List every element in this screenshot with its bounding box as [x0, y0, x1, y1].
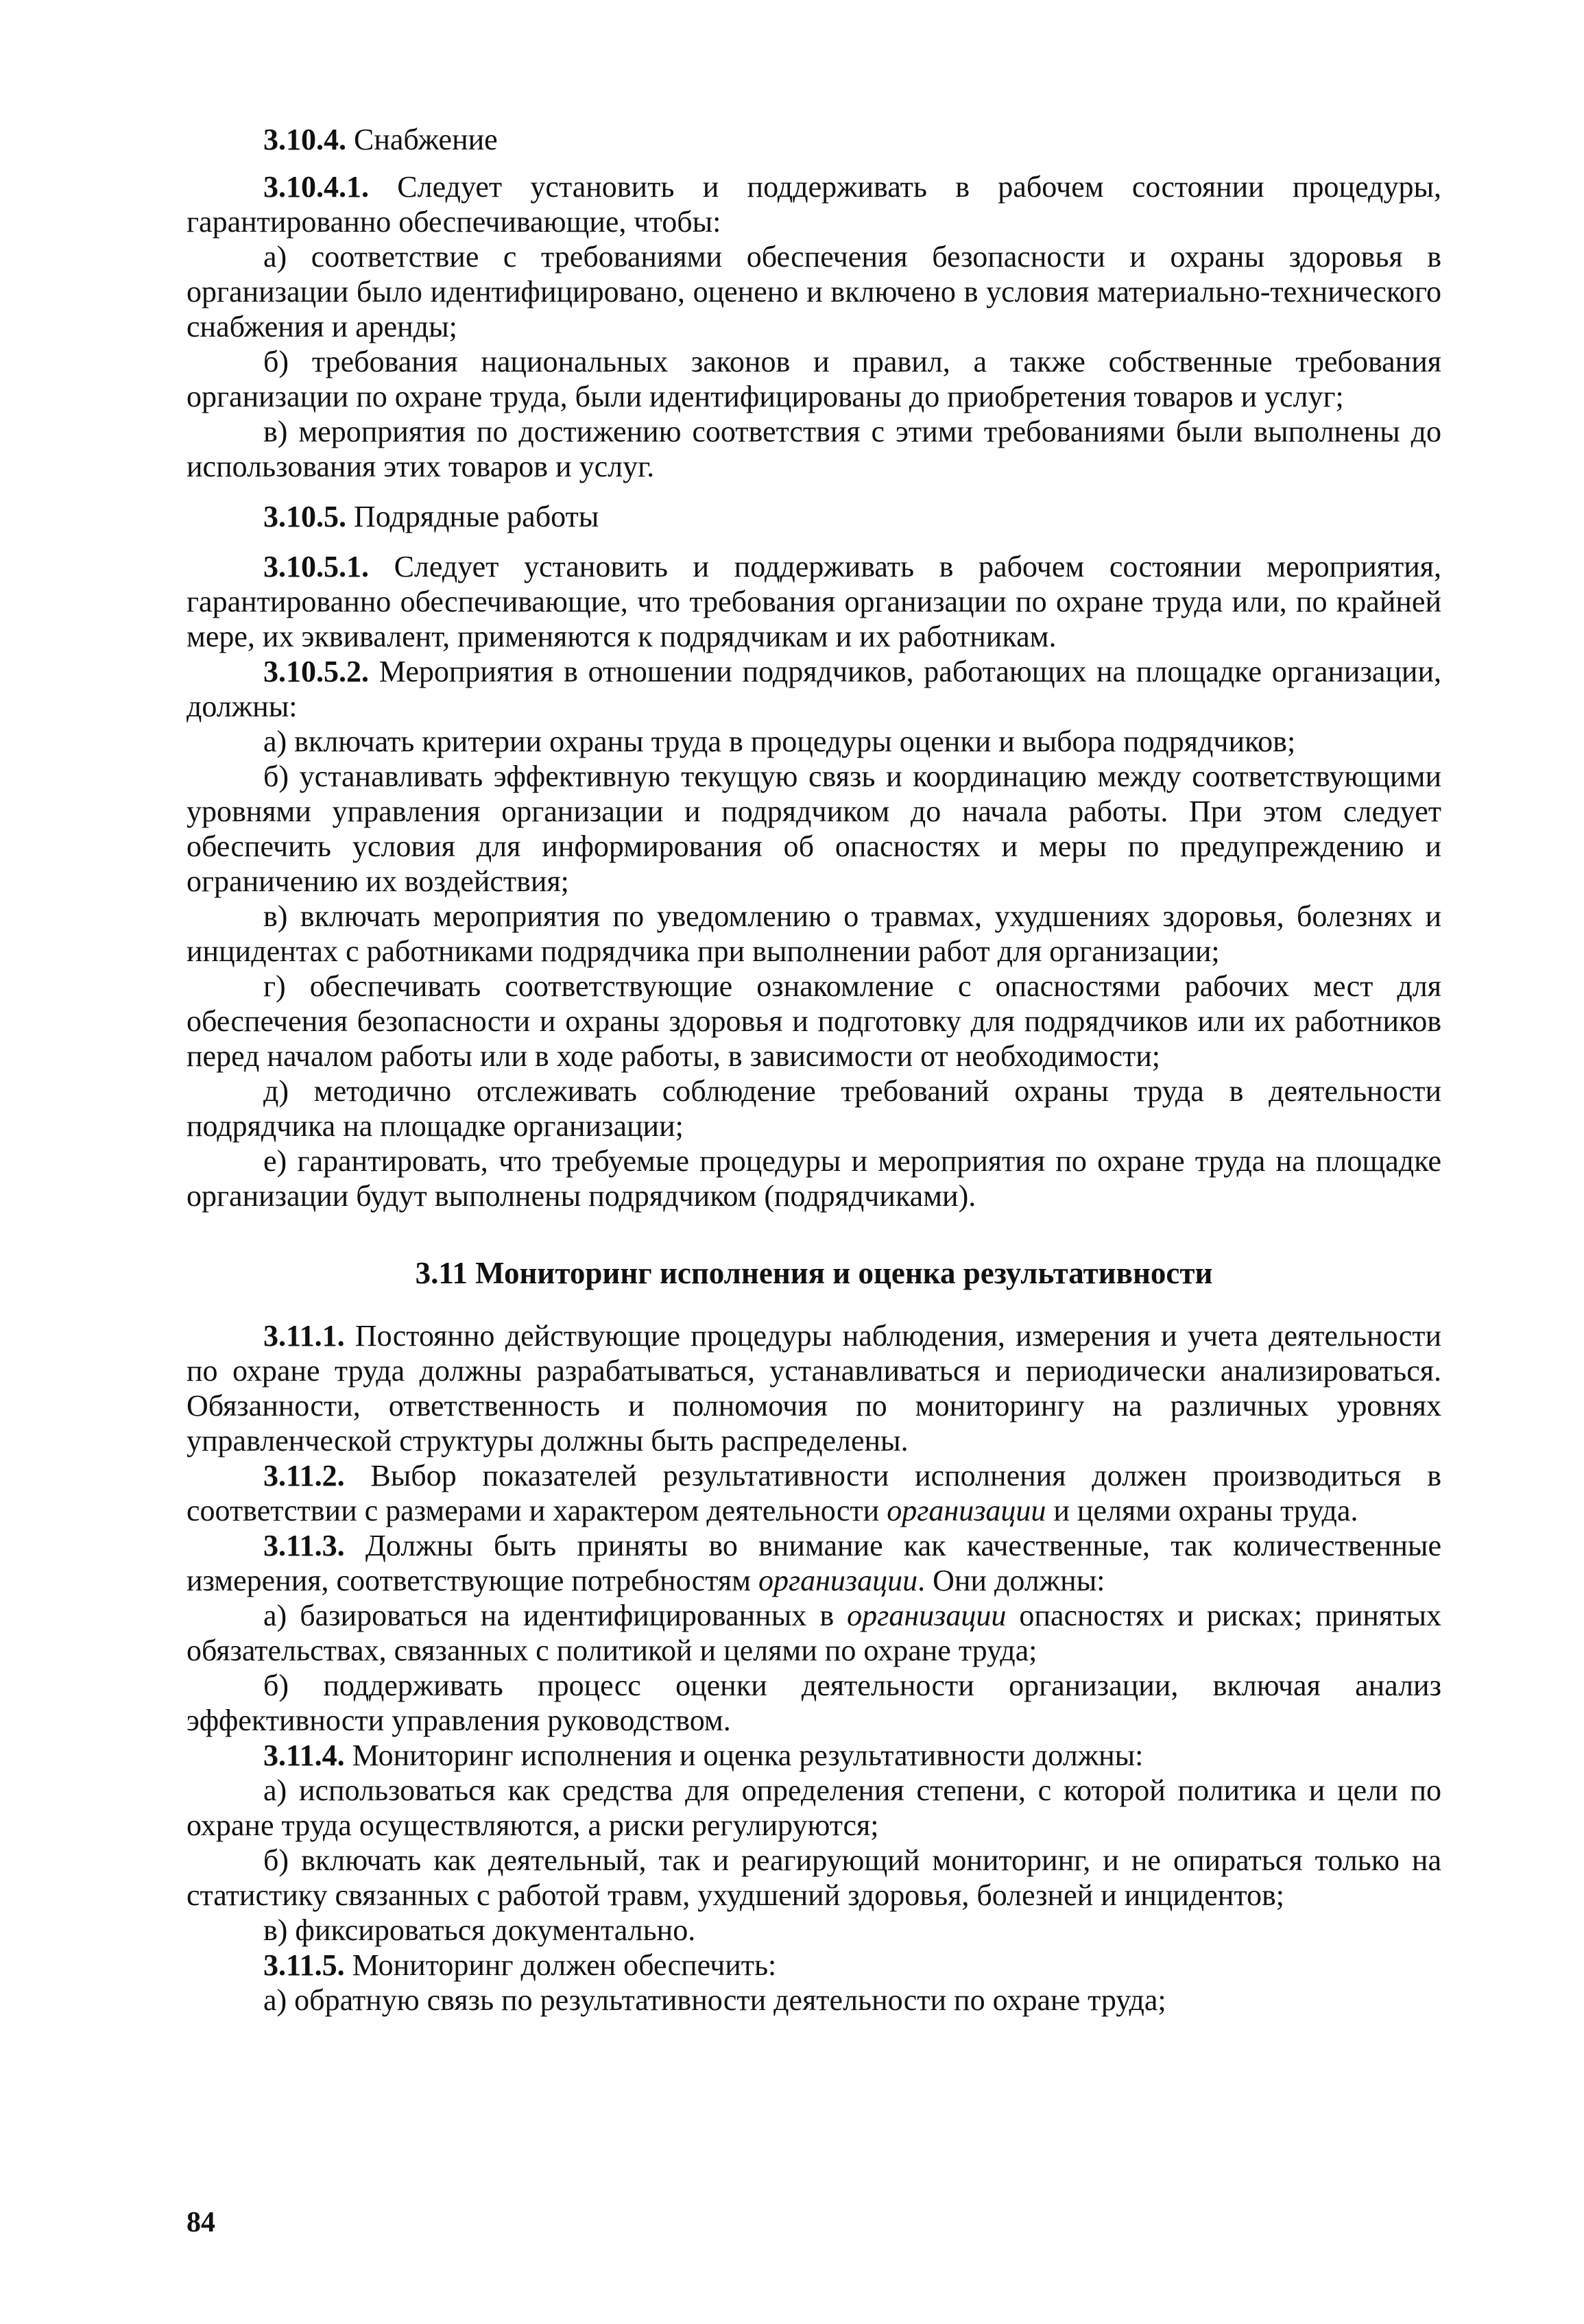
- list-item: [187, 1598, 1441, 1668]
- paragraph-3-11-3: [187, 1528, 1441, 1598]
- paragraph-number: 3.11.2.: [263, 1459, 345, 1492]
- paragraph-3-10-5-1: [187, 549, 1441, 654]
- document-page: [187, 122, 1441, 2018]
- list-item-text: а) базироваться на идентифицированных в: [263, 1599, 835, 1632]
- section-title: Снабжение: [354, 123, 498, 156]
- italic-term: организации: [887, 1494, 1046, 1527]
- paragraph-3-10-4-1: [187, 169, 1441, 239]
- paragraph-text: Мониторинг должен обеспечить:: [352, 1948, 777, 1982]
- paragraph-number: 3.10.4.1.: [263, 170, 369, 204]
- section-number: 3.10.4.: [263, 123, 346, 156]
- paragraph-3-11-5: [187, 1948, 1441, 1983]
- section-3-10-4-heading: [187, 122, 1441, 157]
- paragraph-text: Следует установить и поддерживать в рабочем состоянии мероприятия, гарантированно обеспечивающие, что требования организации по охране труда или, по крайней мере, их эквивалент, применяются к подрядчикам и их работникам.: [187, 550, 1441, 653]
- list-item: б) требования национальных законов и правил, а также собственные требования организации по охране труда, были идентифицированы до приобретения товаров и услуг;: [187, 345, 1441, 413]
- list-item: в) фиксироваться документально.: [263, 1913, 696, 1947]
- paragraph-number: 3.10.5.2.: [263, 655, 369, 688]
- paragraph-3-11-4: [187, 1738, 1441, 1773]
- paragraph-number: 3.11.5.: [263, 1948, 345, 1982]
- paragraph-text: Постоянно действующие процедуры наблюдения, измерения и учета деятельности по охране труда должны разрабатываться, устанавливаться и периодически анализироваться. Обязанности, ответственность и полномочия по мониторингу на различных уровнях управленческой структуры должны быть распределены.: [187, 1319, 1441, 1457]
- italic-term: организации: [847, 1599, 1007, 1632]
- paragraph-number: 3.10.5.1.: [263, 550, 369, 583]
- paragraph-number: 3.11.1.: [263, 1319, 345, 1353]
- list-item: д) методично отслеживать соблюдение требований охраны труда в деятельности подрядчика на площадке организации;: [187, 1074, 1441, 1143]
- paragraph-3-10-5-2: [187, 654, 1441, 724]
- paragraph-text: . Они должны:: [917, 1564, 1105, 1597]
- paragraph-text: Следует установить и поддерживать в рабочем состоянии процедуры, гарантированно обеспечивающие, чтобы:: [187, 170, 1442, 239]
- section-number: 3.10.5.: [263, 500, 346, 533]
- list-item: г) обеспечивать соответствующие ознакомление с опасностями рабочих мест для обеспечения безопасности и охраны здоровья и подготовку для подрядчиков или их работников перед началом работы или в ходе работы, в зависимости от необходимости;: [187, 969, 1441, 1073]
- list-item: б) включать как деятельный, так и реагирующий мониторинг, и не опираться только на статистику связанных с работой травм, ухудшений здоровья, болезней и инцидентов;: [187, 1843, 1441, 1912]
- page-number: 84: [187, 2207, 215, 2238]
- paragraph-3-11-1: [187, 1318, 1441, 1458]
- section-3-10-5-heading: [187, 499, 1441, 534]
- section-3-11-heading: 3.11 Мониторинг исполнения и оценка результативности: [415, 1256, 1213, 1290]
- list-item: в) включать мероприятия по уведомлению о травмах, ухудшениях здоровья, болезнях и инцидентах с работниками подрядчика при выполнении работ для организации;: [187, 899, 1441, 968]
- paragraph-text: Выбор показателей результативности исполнения должен производиться в соответствии с размерами и характером деятельности: [187, 1459, 1441, 1527]
- italic-term: организации: [758, 1564, 918, 1597]
- list-item: е) гарантировать, что требуемые процедуры и мероприятия по охране труда на площадке организации будут выполнены подрядчиком (подрядчиками).: [187, 1144, 1441, 1213]
- list-item: б) устанавливать эффективную текущую связь и координацию между соответствующими уровнями управления организации и подрядчиком до начала работы. При этом следует обеспечить условия для информирования об опасностях и меры по предупреждению и ограничению их воздействия;: [187, 760, 1441, 898]
- paragraph-text: и целями охраны труда.: [1053, 1494, 1358, 1527]
- list-item: а) обратную связь по результативности деятельности по охране труда;: [263, 1983, 1166, 2017]
- paragraph-number: 3.11.3.: [263, 1529, 345, 1562]
- list-item: в) мероприятия по достижению соответствия с этими требованиями были выполнены до использования этих товаров и услуг.: [187, 415, 1441, 483]
- paragraph-number: 3.11.4.: [263, 1739, 345, 1772]
- paragraph-text: Мониторинг исполнения и оценка результативности должны:: [352, 1739, 1144, 1772]
- list-item: а) соответствие с требованиями обеспечения безопасности и охраны здоровья в организации было идентифицировано, оценено и включено в условия материально-технического снабжения и аренды;: [187, 240, 1441, 343]
- list-item-text: опасностях и рисках; принятых обязательствах, связанных с политикой и целями по охране труда;: [187, 1599, 1441, 1667]
- paragraph-text: Должны быть приняты во внимание как качественные, так количественные измерения, соответствующие потребностям: [187, 1529, 1441, 1597]
- list-item: а) использоваться как средства для определения степени, с которой политика и цели по охране труда осуществляются, а риски регулируются;: [187, 1774, 1441, 1842]
- paragraph-3-11-2: [187, 1458, 1441, 1528]
- list-item: б) поддерживать процесс оценки деятельности организации, включая анализ эффективности управления руководством.: [187, 1669, 1441, 1737]
- section-title: Подрядные работы: [354, 500, 599, 533]
- paragraph-text: Мероприятия в отношении подрядчиков, работающих на площадке организации, должны:: [187, 655, 1441, 723]
- list-item: а) включать критерии охраны труда в процедуры оценки и выбора подрядчиков;: [263, 725, 1296, 758]
